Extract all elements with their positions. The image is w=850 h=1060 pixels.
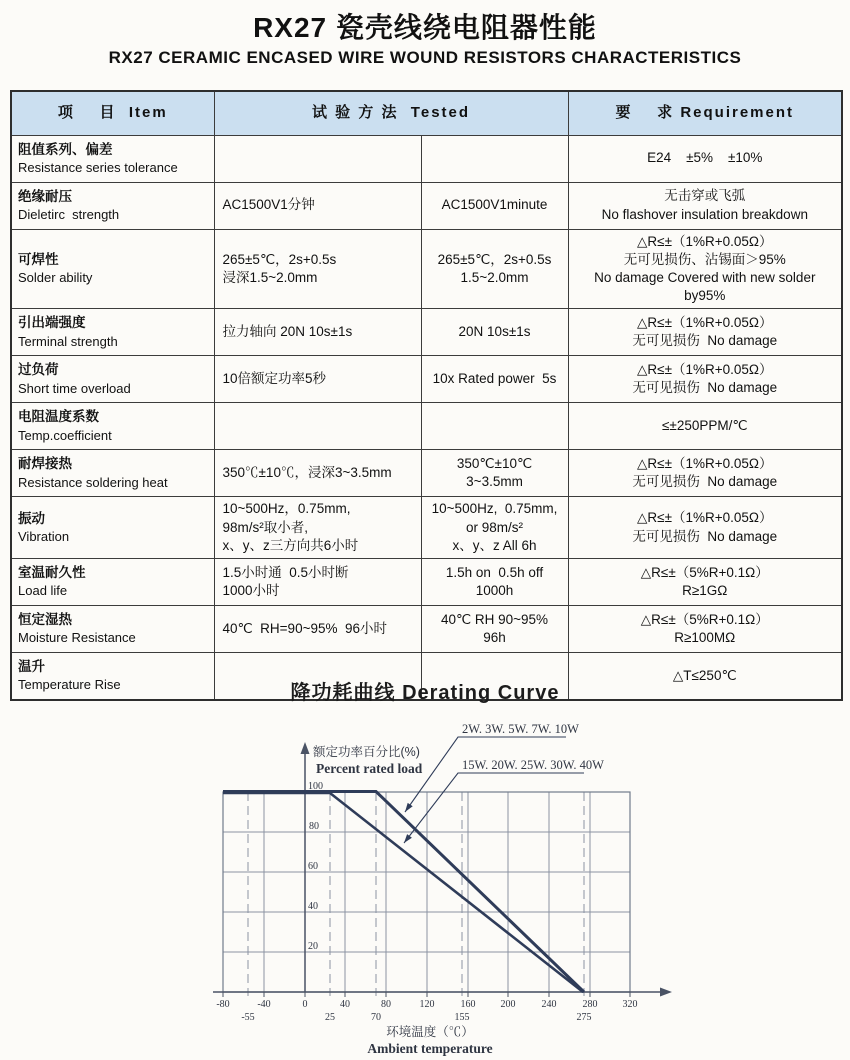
x-axis-arrow bbox=[660, 988, 672, 997]
requirement-cell: △R≤±（1%R+0.05Ω） 无可见损伤 No damage bbox=[568, 497, 842, 559]
curve-2w-10w bbox=[223, 792, 584, 993]
y-tick-label: 40 bbox=[308, 901, 318, 912]
item-cell bbox=[11, 450, 214, 497]
col-header-tested: 试 验 方 法 Tested bbox=[214, 91, 568, 135]
x-ref-label: -55 bbox=[241, 1012, 255, 1023]
method-cell: 10倍额定功率5秒 bbox=[214, 356, 421, 403]
item-cell bbox=[11, 559, 214, 606]
legend-label-small-watts: 2W. 3W. 5W. 7W. 10W bbox=[462, 722, 579, 736]
tested-cell bbox=[421, 135, 568, 182]
item-cell bbox=[11, 356, 214, 403]
x-ref-label: 275 bbox=[576, 1012, 592, 1023]
x-axis-title-en: Ambient temperature bbox=[367, 1041, 493, 1056]
table-row bbox=[11, 356, 842, 403]
item-name-cn: 阻值系列、偏差 bbox=[18, 141, 113, 157]
item-name-en: Short time overload bbox=[18, 380, 131, 396]
x-tick-label: 280 bbox=[582, 999, 598, 1010]
item-name-cn: 室温耐久性 bbox=[18, 565, 86, 581]
item-name-en: Load life bbox=[18, 583, 68, 599]
item-cell bbox=[11, 229, 214, 309]
requirement-cell: △R≤±（5%R+0.1Ω） R≥100MΩ bbox=[568, 606, 842, 653]
tested-cell: 40℃ RH 90~95% 96h bbox=[421, 606, 568, 653]
tested-cell: 265±5℃，2s+0.5s 1.5~2.0mm bbox=[421, 229, 568, 309]
method-cell: 350℃±10℃，浸深3~3.5mm bbox=[214, 450, 421, 497]
x-tick-label: -80 bbox=[216, 999, 230, 1010]
requirement-cell: E24 ±5% ±10% bbox=[568, 135, 842, 182]
derating-chart bbox=[0, 700, 850, 1060]
y-axis-title-cn: 额定功率百分比(%) bbox=[313, 745, 420, 759]
requirement-cell: △R≤±（5%R+0.1Ω） R≥1GΩ bbox=[568, 559, 842, 606]
table-row bbox=[11, 309, 842, 356]
col-header-requirement: 要 求 Requirement bbox=[568, 91, 842, 135]
table-row bbox=[11, 497, 842, 559]
item-name-en: Vibration bbox=[18, 529, 70, 545]
table-row bbox=[11, 403, 842, 450]
item-name-en: Resistance soldering heat bbox=[18, 474, 168, 490]
item-name-en: Terminal strength bbox=[18, 333, 118, 349]
x-ref-label: 25 bbox=[325, 1012, 335, 1023]
legend1-leader-line bbox=[405, 737, 566, 812]
table-row bbox=[11, 229, 842, 309]
method-cell bbox=[214, 403, 421, 450]
x-tick-label: -40 bbox=[257, 999, 271, 1010]
method-cell: 10~500Hz，0.75mm, 98m/s²取小者, x、y、z三方向共6小时 bbox=[214, 497, 421, 559]
table-row bbox=[11, 450, 842, 497]
x-tick-label: 0 bbox=[302, 999, 308, 1010]
item-name-cn: 温升 bbox=[18, 658, 45, 674]
method-cell bbox=[214, 135, 421, 182]
item-name-cn: 电阻温度系数 bbox=[18, 409, 99, 425]
x-ref-label: 70 bbox=[371, 1012, 381, 1023]
page-subtitle: RX27 CERAMIC ENCASED WIRE WOUND RESISTORS CHARACTERISTICS bbox=[108, 48, 742, 67]
item-name-cn: 耐焊接热 bbox=[18, 456, 72, 472]
item-name-en: Temp.coefficient bbox=[18, 427, 112, 443]
method-cell: 40℃ RH=90~95% 96小时 bbox=[214, 606, 421, 653]
requirement-cell: 无击穿或飞弧 No flashover insulation breakdown bbox=[568, 182, 842, 229]
item-cell bbox=[11, 497, 214, 559]
item-cell bbox=[11, 606, 214, 653]
item-name-cn: 过负荷 bbox=[18, 362, 59, 378]
tested-cell bbox=[421, 403, 568, 450]
legend1-arrow bbox=[405, 803, 413, 812]
reference-dashed-lines bbox=[248, 792, 584, 996]
x-tick-label: 80 bbox=[381, 999, 391, 1010]
y-tick-label: 20 bbox=[308, 941, 318, 952]
tested-cell: 20N 10s±1s bbox=[421, 309, 568, 356]
item-name-en: Solder ability bbox=[18, 270, 93, 286]
y-axis-title-en: Percent rated load bbox=[316, 761, 423, 776]
requirement-cell: ≤±250PPM/℃ bbox=[568, 403, 842, 450]
characteristics-table bbox=[10, 90, 843, 701]
item-name-en: Resistance series tolerance bbox=[18, 159, 178, 175]
x-tick-label: 160 bbox=[460, 999, 476, 1010]
item-name-cn: 恒定湿热 bbox=[18, 612, 72, 628]
x-axis-title-cn: 环境温度（℃） bbox=[386, 1025, 474, 1039]
table-row bbox=[11, 559, 842, 606]
item-name-cn: 绝缘耐压 bbox=[18, 188, 72, 204]
item-name-cn: 振动 bbox=[18, 510, 45, 526]
requirement-cell: △R≤±（1%R+0.05Ω） 无可见损伤 No damage bbox=[568, 450, 842, 497]
requirement-cell: △R≤±（1%R+0.05Ω） 无可见损伤 No damage bbox=[568, 356, 842, 403]
item-cell bbox=[11, 135, 214, 182]
x-tick-label: 200 bbox=[500, 999, 516, 1010]
method-cell: 拉力轴向 20N 10s±1s bbox=[214, 309, 421, 356]
item-cell bbox=[11, 309, 214, 356]
y-tick-label: 80 bbox=[309, 821, 319, 832]
table-header-row bbox=[11, 91, 842, 135]
item-name-en: Temperature Rise bbox=[18, 677, 121, 693]
table-row bbox=[11, 135, 842, 182]
requirement-cell: △T≤250℃ bbox=[568, 653, 842, 700]
item-cell bbox=[11, 182, 214, 229]
tested-cell: 10x Rated power 5s bbox=[421, 356, 568, 403]
item-name-cn: 可焊性 bbox=[18, 252, 59, 268]
x-tick-label: 240 bbox=[541, 999, 557, 1010]
chart-title: 降功耗曲线 Derating Curve bbox=[290, 682, 560, 704]
grid-lines bbox=[223, 792, 630, 992]
curve-15w-40w bbox=[223, 793, 583, 992]
page-title: RX27 瓷壳线绕电阻器性能 bbox=[253, 12, 597, 43]
method-cell: 1.5小时通 0.5小时断 1000小时 bbox=[214, 559, 421, 606]
method-cell: AC1500V1分钟 bbox=[214, 182, 421, 229]
tested-cell: 350℃±10℃ 3~3.5mm bbox=[421, 450, 568, 497]
tested-cell: AC1500V1minute bbox=[421, 182, 568, 229]
x-tick-label: 320 bbox=[622, 999, 638, 1010]
tested-cell: 1.5h on 0.5h off 1000h bbox=[421, 559, 568, 606]
requirement-cell: △R≤±（1%R+0.05Ω） 无可见损伤 No damage bbox=[568, 309, 842, 356]
table-row bbox=[11, 182, 842, 229]
item-name-cn: 引出端强度 bbox=[18, 315, 86, 331]
y-tick-label: 100 bbox=[308, 781, 323, 792]
requirement-cell: △R≤±（1%R+0.05Ω） 无可见损伤、沾锡面＞95% No damage Covered with new solder by95% bbox=[568, 229, 842, 309]
legend-label-large-watts: 15W. 20W. 25W. 30W. 40W bbox=[462, 758, 604, 772]
table-row bbox=[11, 606, 842, 653]
tested-cell: 10~500Hz, 0.75mm, or 98m/s² x、y、z All 6h bbox=[421, 497, 568, 559]
x-ref-label: 155 bbox=[454, 1012, 470, 1023]
x-tick-label: 120 bbox=[419, 999, 435, 1010]
y-tick-label: 60 bbox=[308, 861, 318, 872]
col-header-item: 项 目 Item bbox=[11, 91, 214, 135]
y-axis-arrow bbox=[301, 742, 310, 754]
item-name-en: Moisture Resistance bbox=[18, 630, 136, 646]
legend2-arrow bbox=[404, 834, 412, 843]
x-tick-label: 40 bbox=[340, 999, 350, 1010]
method-cell: 265±5℃，2s+0.5s 浸深1.5~2.0mm bbox=[214, 229, 421, 309]
item-name-en: Dieletirc strength bbox=[18, 206, 120, 222]
item-cell bbox=[11, 403, 214, 450]
